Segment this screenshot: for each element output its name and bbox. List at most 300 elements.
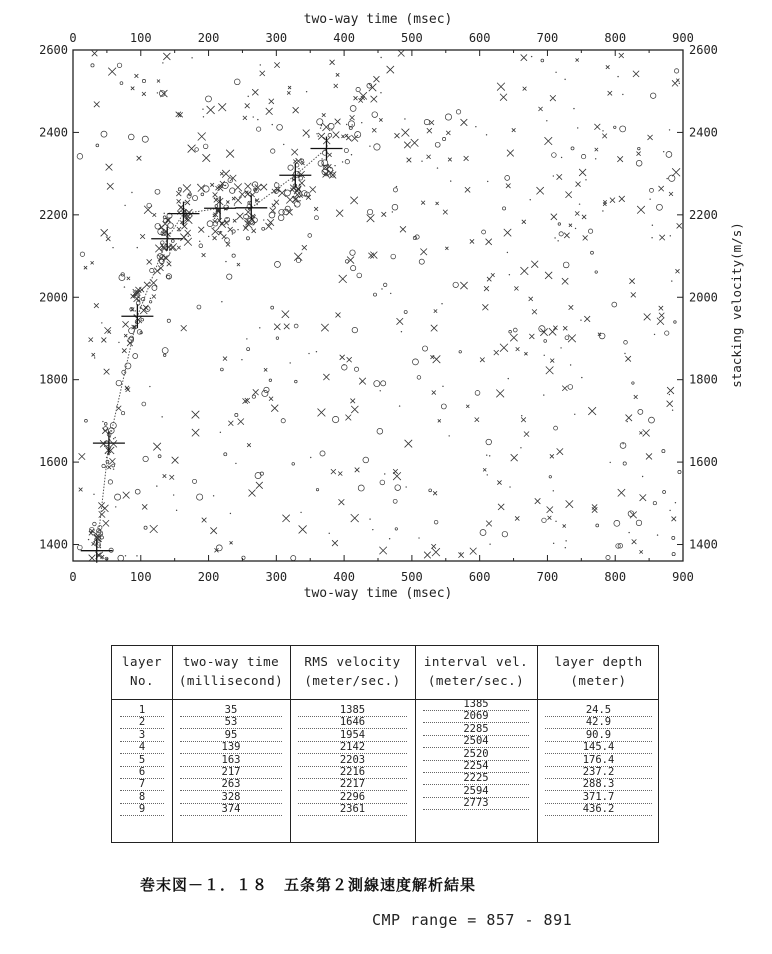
- semblance-mark-x: [583, 235, 588, 240]
- semblance-mark-o: [247, 348, 250, 351]
- semblance-mark-x: [434, 309, 437, 312]
- semblance-mark-dot: [622, 94, 623, 95]
- semblance-mark-x: [487, 277, 491, 281]
- semblance-mark-x: [284, 324, 290, 330]
- semblance-mark-o: [674, 69, 678, 73]
- semblance-mark-dot: [108, 463, 109, 464]
- semblance-mark-x: [167, 262, 172, 267]
- table-cell-times: 53: [224, 716, 238, 729]
- semblance-mark-dot: [137, 247, 138, 248]
- semblance-mark-x: [421, 201, 425, 205]
- semblance-mark-x: [373, 76, 379, 82]
- semblance-mark-o: [624, 341, 628, 345]
- semblance-mark-dot: [298, 168, 299, 169]
- semblance-mark-dot: [487, 474, 488, 475]
- semblance-mark-o: [456, 110, 460, 114]
- semblance-mark-o: [77, 545, 82, 550]
- semblance-mark-x: [135, 74, 139, 78]
- semblance-mark-dot: [350, 140, 351, 141]
- semblance-mark-dot: [334, 165, 335, 166]
- semblance-mark-dot: [553, 175, 554, 176]
- semblance-mark-o: [395, 485, 401, 491]
- semblance-mark-o: [636, 160, 642, 166]
- semblance-mark-x: [291, 149, 298, 156]
- semblance-mark-o: [117, 63, 122, 68]
- cmp-range: CMP range = 857 - 891: [372, 911, 573, 929]
- semblance-mark-dot: [651, 237, 652, 238]
- semblance-mark-o: [581, 154, 585, 158]
- semblance-mark-dot: [162, 62, 163, 63]
- semblance-mark-dot: [652, 225, 653, 226]
- semblance-mark-dot: [622, 443, 623, 444]
- semblance-mark-x: [626, 415, 633, 422]
- semblance-mark-x: [184, 238, 192, 246]
- semblance-mark-x: [336, 73, 339, 76]
- semblance-mark-x: [643, 429, 650, 436]
- semblance-mark-x: [228, 421, 233, 426]
- semblance-mark-o: [363, 457, 369, 463]
- semblance-mark-x: [667, 401, 673, 407]
- semblance-mark-x: [379, 547, 386, 554]
- semblance-mark-x: [152, 213, 156, 217]
- semblance-mark-dot: [299, 200, 300, 201]
- semblance-mark-dot: [561, 157, 562, 158]
- semblance-mark-dot: [263, 219, 264, 220]
- semblance-mark-x: [432, 548, 440, 556]
- semblance-mark-x: [522, 220, 526, 224]
- semblance-mark-x: [243, 116, 247, 120]
- semblance-mark-x: [253, 389, 259, 395]
- semblance-mark-dot: [570, 364, 571, 365]
- y-tick-label-left: 2200: [39, 207, 68, 222]
- semblance-mark-x: [657, 318, 664, 325]
- table-cell-depth: 288.3: [582, 778, 615, 791]
- semblance-mark-o: [274, 261, 280, 267]
- semblance-mark-x: [371, 96, 378, 103]
- semblance-mark-x: [407, 158, 412, 163]
- semblance-mark-x: [282, 311, 289, 318]
- semblance-mark-x: [592, 507, 597, 512]
- semblance-mark-x: [106, 164, 113, 171]
- y-tick-label-right: 1400: [689, 537, 718, 552]
- semblance-mark-dot: [565, 547, 566, 548]
- semblance-mark-o: [278, 215, 284, 221]
- semblance-mark-o: [262, 227, 265, 230]
- x-tick-label-bottom: 400: [333, 570, 355, 584]
- semblance-mark-dot: [579, 203, 580, 204]
- semblance-mark-x: [328, 153, 332, 157]
- semblance-mark-x: [483, 468, 486, 471]
- semblance-mark-x: [335, 119, 341, 125]
- semblance-mark-o: [541, 59, 544, 62]
- semblance-mark-x: [322, 113, 326, 117]
- semblance-mark-o: [171, 240, 174, 243]
- semblance-mark-dot: [574, 414, 575, 415]
- semblance-mark-x: [299, 525, 307, 533]
- semblance-mark-x: [79, 488, 83, 492]
- semblance-mark-x: [631, 292, 636, 297]
- semblance-mark-dot: [255, 200, 256, 201]
- semblance-mark-x: [461, 119, 468, 126]
- semblance-mark-dot: [99, 544, 100, 545]
- semblance-mark-x: [177, 199, 181, 203]
- semblance-mark-x: [398, 50, 405, 57]
- semblance-mark-x: [127, 277, 130, 280]
- semblance-mark-x: [427, 155, 431, 159]
- semblance-mark-x: [350, 197, 357, 204]
- semblance-mark-x: [223, 357, 227, 361]
- semblance-mark-dot: [380, 390, 381, 391]
- semblance-mark-o: [568, 385, 573, 390]
- semblance-mark-x: [192, 429, 199, 436]
- semblance-mark-o: [141, 318, 144, 321]
- semblance-mark-x: [550, 95, 556, 101]
- semblance-mark-x: [331, 469, 336, 474]
- semblance-mark-o: [301, 159, 304, 162]
- semblance-mark-x: [369, 84, 376, 91]
- semblance-mark-dot: [113, 468, 114, 469]
- semblance-mark-o: [628, 511, 634, 517]
- semblance-mark-x: [563, 524, 566, 527]
- x-tick-label-bottom: 0: [69, 570, 77, 584]
- semblance-mark-x: [157, 79, 160, 82]
- semblance-mark-dot: [657, 534, 658, 535]
- semblance-mark-dot: [555, 521, 556, 522]
- semblance-mark-x: [529, 334, 534, 339]
- semblance-mark-o: [178, 188, 181, 191]
- semblance-mark-dot: [442, 386, 443, 387]
- semblance-mark-dot: [663, 151, 664, 152]
- semblance-mark-x: [397, 318, 404, 325]
- semblance-mark-o: [513, 328, 517, 332]
- semblance-mark-dot: [475, 126, 476, 127]
- semblance-mark-x: [109, 458, 115, 464]
- semblance-mark-dot: [530, 199, 531, 200]
- semblance-mark-x: [500, 94, 507, 101]
- semblance-mark-x: [288, 86, 291, 89]
- table-cell-times: 163: [221, 753, 241, 766]
- semblance-mark-dot: [331, 129, 332, 130]
- semblance-mark-x: [535, 498, 541, 504]
- semblance-mark-o: [155, 223, 161, 229]
- semblance-mark-o: [429, 489, 432, 492]
- semblance-mark-x: [482, 304, 488, 310]
- semblance-mark-x: [108, 330, 111, 333]
- semblance-mark-dot: [361, 122, 362, 123]
- semblance-mark-x: [404, 142, 411, 149]
- semblance-mark-o: [121, 411, 124, 414]
- semblance-mark-x: [104, 369, 110, 375]
- table-cell-layers: 9: [138, 803, 146, 816]
- semblance-mark-o: [393, 499, 397, 503]
- semblance-mark-dot: [352, 124, 353, 125]
- semblance-mark-x: [475, 417, 479, 421]
- semblance-mark-dot: [595, 158, 596, 159]
- semblance-mark-o: [354, 367, 358, 371]
- semblance-mark-x: [124, 334, 127, 337]
- semblance-mark-dot: [316, 351, 317, 352]
- x-tick-label-bottom: 200: [197, 570, 220, 584]
- table-cell-times: 139: [221, 741, 241, 754]
- semblance-mark-x: [338, 472, 342, 476]
- semblance-mark-o: [274, 183, 279, 188]
- semblance-mark-x: [92, 51, 98, 57]
- semblance-mark-x: [290, 188, 294, 192]
- semblance-mark-x: [310, 186, 316, 192]
- semblance-mark-x: [110, 440, 117, 447]
- semblance-mark-dot: [531, 56, 532, 57]
- semblance-mark-x: [122, 348, 126, 352]
- semblance-mark-o: [281, 419, 285, 423]
- semblance-mark-x: [188, 145, 196, 153]
- semblance-mark-dot: [321, 125, 322, 126]
- semblance-mark-x: [565, 191, 571, 197]
- figure-caption: 巻末図－１．１８ 五条第２測線速度解析結果: [140, 876, 477, 894]
- semblance-mark-dot: [157, 92, 158, 93]
- table-cell-times: 328: [221, 790, 241, 803]
- semblance-mark-x: [606, 65, 610, 69]
- semblance-mark-x: [266, 108, 273, 115]
- semblance-mark-x: [298, 180, 305, 187]
- header-layer-no: layer No.: [121, 654, 163, 688]
- semblance-mark-x: [230, 541, 233, 544]
- semblance-mark-x: [260, 71, 265, 76]
- semblance-mark-dot: [460, 552, 461, 553]
- semblance-mark-x: [107, 183, 114, 190]
- semblance-mark-x: [592, 504, 597, 509]
- semblance-mark-dot: [509, 274, 510, 275]
- semblance-mark-x: [438, 419, 441, 422]
- semblance-mark-x: [101, 229, 108, 236]
- semblance-mark-o: [142, 79, 145, 82]
- semblance-mark-o: [355, 132, 361, 138]
- table-cell-rms: 2296: [339, 790, 366, 803]
- semblance-mark-o: [475, 390, 480, 395]
- semblance-mark-x: [608, 91, 612, 95]
- semblance-mark-o: [269, 379, 271, 381]
- semblance-mark-o: [373, 293, 376, 296]
- semblance-mark-x: [636, 152, 640, 156]
- semblance-mark-x: [330, 60, 335, 65]
- semblance-mark-x: [579, 169, 586, 176]
- semblance-mark-o: [559, 232, 563, 236]
- semblance-mark-x: [322, 123, 330, 131]
- semblance-mark-dot: [189, 214, 190, 215]
- semblance-mark-o: [391, 254, 396, 259]
- semblance-mark-x: [639, 431, 642, 434]
- semblance-mark-dot: [113, 438, 114, 439]
- semblance-mark-x: [233, 219, 236, 222]
- semblance-mark-o: [224, 453, 227, 456]
- semblance-mark-x: [226, 242, 230, 246]
- x-tick-label-top: 300: [265, 31, 288, 45]
- semblance-mark-x: [507, 150, 514, 157]
- semblance-mark-dot: [610, 462, 611, 463]
- semblance-mark-x: [210, 527, 217, 534]
- semblance-mark-o: [358, 485, 364, 491]
- semblance-mark-o: [152, 285, 157, 290]
- semblance-mark-x: [183, 184, 191, 192]
- semblance-mark-o: [486, 439, 492, 445]
- semblance-mark-o: [350, 105, 356, 111]
- semblance-mark-o: [161, 241, 164, 244]
- semblance-mark-o: [284, 190, 290, 196]
- semblance-mark-dot: [213, 227, 214, 228]
- semblance-mark-x: [252, 229, 256, 233]
- semblance-mark-dot: [381, 288, 382, 289]
- table-cell-layers: 8: [138, 790, 146, 803]
- semblance-mark-dot: [389, 538, 390, 539]
- semblance-mark-x: [639, 550, 642, 553]
- semblance-mark-dot: [671, 280, 672, 281]
- semblance-mark-dot: [573, 108, 574, 109]
- table-cell-times: 95: [224, 728, 238, 741]
- table-cell-rms: 2216: [339, 766, 366, 778]
- x-tick-label-top: 700: [536, 31, 559, 45]
- semblance-mark-x: [274, 324, 280, 330]
- semblance-mark-o: [342, 365, 348, 371]
- semblance-mark-x: [169, 475, 174, 480]
- semblance-mark-x: [547, 506, 553, 512]
- y-axis-title: stacking velocity(m/s): [729, 222, 744, 388]
- semblance-mark-dot: [249, 202, 250, 203]
- semblance-mark-o: [294, 324, 298, 328]
- semblance-mark-dot: [213, 495, 214, 496]
- semblance-mark-x: [351, 514, 359, 522]
- semblance-mark-o: [252, 395, 255, 398]
- semblance-mark-o: [424, 119, 429, 124]
- semblance-mark-dot: [670, 235, 671, 236]
- semblance-mark-x: [379, 118, 382, 121]
- semblance-mark-x: [237, 263, 240, 266]
- semblance-mark-x: [351, 406, 358, 413]
- semblance-mark-dot: [176, 510, 177, 511]
- semblance-mark-o: [104, 423, 107, 426]
- semblance-mark-x: [274, 62, 279, 67]
- semblance-mark-x: [562, 386, 567, 391]
- semblance-mark-o: [277, 124, 283, 130]
- semblance-mark-dot: [448, 435, 449, 436]
- semblance-mark-x: [306, 195, 311, 200]
- semblance-mark-x: [659, 313, 664, 318]
- semblance-mark-dot: [553, 543, 554, 544]
- semblance-mark-dot: [508, 378, 509, 379]
- semblance-mark-dot: [308, 353, 309, 354]
- semblance-mark-dot: [221, 301, 222, 302]
- semblance-mark-dot: [626, 421, 627, 422]
- semblance-mark-dot: [248, 96, 249, 97]
- table-row-leader: [120, 815, 164, 816]
- table-cell-times: 217: [221, 766, 241, 778]
- semblance-mark-x: [181, 223, 187, 229]
- semblance-mark-dot: [300, 512, 301, 513]
- semblance-mark-o: [345, 160, 349, 164]
- x-tick-label-bottom: 100: [129, 570, 152, 584]
- semblance-mark-x: [588, 407, 596, 415]
- semblance-mark-x: [634, 395, 638, 399]
- semblance-mark-x: [339, 275, 347, 283]
- y-tick-label-left: 1800: [39, 372, 68, 387]
- semblance-mark-o: [672, 552, 675, 555]
- semblance-mark-dot: [203, 116, 204, 117]
- semblance-mark-o: [662, 450, 665, 453]
- semblance-mark-o: [672, 536, 675, 539]
- semblance-mark-x: [332, 540, 338, 546]
- semblance-mark-o: [442, 137, 445, 140]
- semblance-mark-dot: [251, 184, 252, 185]
- semblance-mark-x: [644, 314, 651, 321]
- semblance-mark-x: [536, 187, 543, 194]
- semblance-mark-x: [245, 183, 252, 190]
- semblance-mark-dot: [585, 179, 586, 180]
- semblance-mark-dot: [602, 210, 603, 211]
- semblance-mark-o: [150, 268, 154, 272]
- semblance-mark-o: [509, 330, 512, 333]
- semblance-mark-dot: [351, 154, 352, 155]
- semblance-mark-o: [417, 376, 421, 380]
- semblance-mark-o: [678, 470, 681, 473]
- semblance-mark-dot: [225, 185, 226, 186]
- semblance-mark-x: [107, 465, 111, 469]
- semblance-mark-x: [198, 185, 205, 192]
- semblance-mark-x: [569, 224, 572, 227]
- semblance-mark-o: [377, 428, 383, 434]
- semblance-mark-o: [445, 114, 451, 120]
- semblance-mark-dot: [260, 64, 261, 65]
- semblance-mark-x: [480, 357, 485, 362]
- semblance-mark-x: [142, 504, 147, 509]
- semblance-mark-o: [552, 153, 557, 158]
- semblance-mark-x: [629, 278, 634, 283]
- y-tick-label-left: 1400: [39, 537, 68, 552]
- semblance-mark-o: [419, 259, 424, 264]
- table-cell-interval: 2225: [463, 772, 489, 785]
- semblance-mark-x: [401, 129, 409, 137]
- semblance-mark-dot: [555, 72, 556, 73]
- semblance-mark-o: [155, 189, 160, 194]
- semblance-mark-o: [167, 319, 170, 322]
- semblance-mark-dot: [565, 540, 566, 541]
- semblance-mark-o: [318, 161, 324, 167]
- semblance-mark-o: [288, 165, 293, 170]
- x-tick-label-bottom: 300: [265, 570, 288, 584]
- semblance-mark-x: [323, 374, 329, 380]
- semblance-mark-x: [181, 325, 187, 331]
- semblance-mark-dot: [404, 118, 405, 119]
- semblance-mark-x: [318, 409, 326, 417]
- header-layer-depth: layer depth (meter): [554, 654, 643, 688]
- semblance-mark-o: [163, 354, 166, 357]
- semblance-mark-dot: [173, 494, 174, 495]
- semblance-mark-x: [224, 220, 229, 225]
- semblance-mark-dot: [124, 286, 125, 287]
- semblance-mark-x: [314, 207, 318, 211]
- semblance-mark-x: [334, 84, 338, 88]
- semblance-mark-o: [115, 494, 121, 500]
- semblance-mark-x: [433, 355, 441, 363]
- semblance-mark-dot: [101, 322, 102, 323]
- semblance-mark-o: [649, 417, 655, 423]
- semblance-mark-o: [271, 149, 275, 153]
- semblance-mark-x: [299, 194, 303, 198]
- semblance-mark-dot: [283, 144, 284, 145]
- semblance-mark-o: [317, 119, 323, 125]
- y-tick-label-right: 2600: [689, 43, 718, 57]
- semblance-mark-o: [192, 195, 197, 200]
- semblance-mark-o: [320, 451, 325, 456]
- table-cell-depth: 145.4: [582, 741, 615, 754]
- semblance-mark-x: [147, 259, 152, 264]
